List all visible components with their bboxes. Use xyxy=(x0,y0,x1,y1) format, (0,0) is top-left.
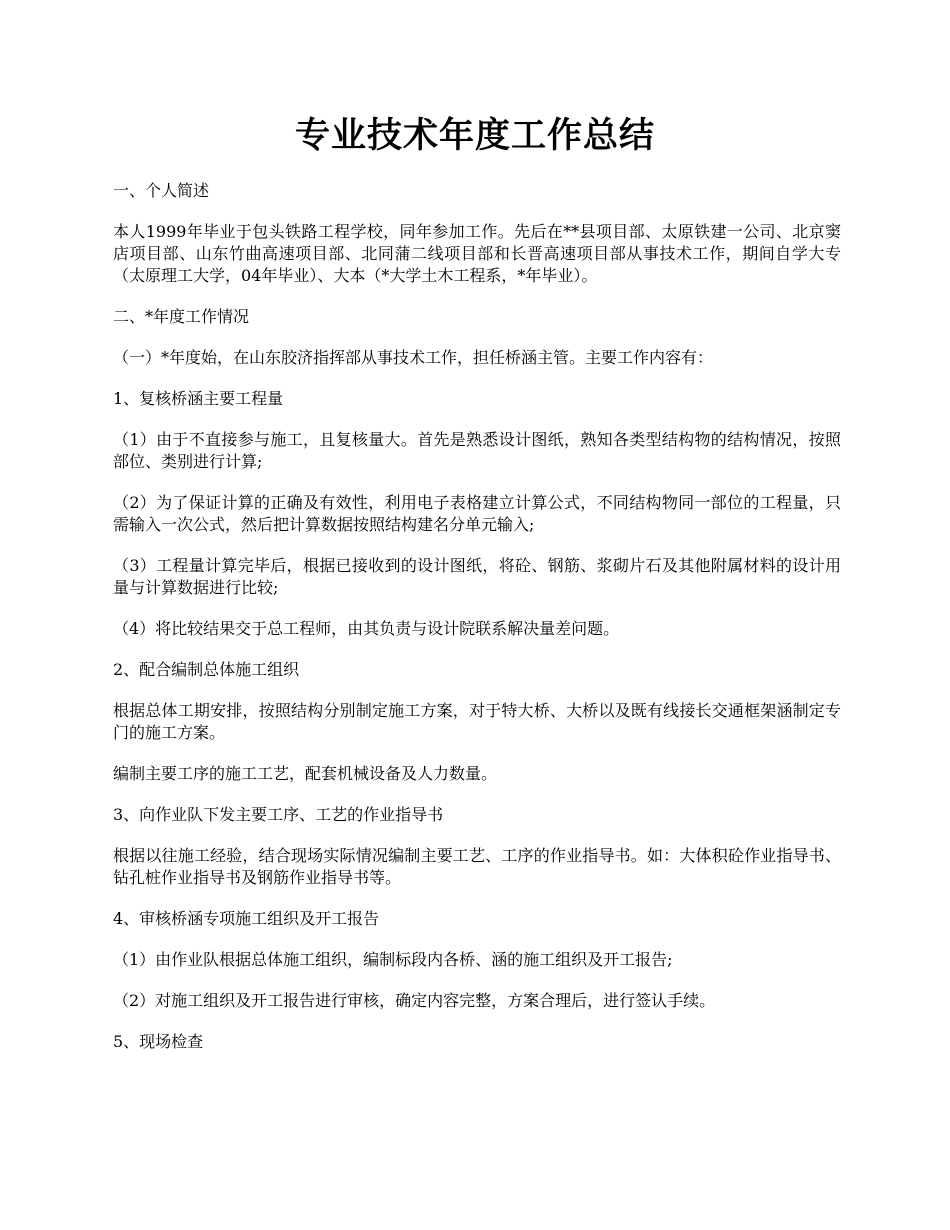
subheading-work-instructions: 3、向作业队下发主要工序、工艺的作业指导书 xyxy=(113,805,444,824)
section-heading-personal: 一、个人简述 xyxy=(113,181,210,200)
list-item: （1）由于不直接参与施工，且复核量大。首先是熟悉设计图纸，熟知各类型结构物的结构情况，按照部位、类别进行计算; xyxy=(113,430,841,471)
paragraph: 根据以往施工经验，结合现场实际情况编制主要工艺、工序的作业指导书。如：大体积砼作业指导书、钻孔桩作业指导书及钢筋作业指导书等。 xyxy=(113,846,841,887)
list-item: （2）为了保证计算的正确及有效性，利用电子表格建立计算公式，不同结构物同一部位的工程量，只需输入一次公式，然后把计算数据按照结构建名分单元输入; xyxy=(113,493,841,534)
list-item: （1）由作业队根据总体施工组织，编制标段内各桥、涵的施工组织及开工报告; xyxy=(113,950,673,969)
list-item: （2）对施工组织及开工报告进行审核，确定内容完整，方案合理后，进行签认手续。 xyxy=(113,991,716,1010)
paragraph: 编制主要工序的施工工艺，配套机械设备及人力数量。 xyxy=(113,764,498,783)
subheading-site-inspection: 5、现场检查 xyxy=(113,1032,204,1051)
subheading-quantity-review: 1、复核桥涵主要工程量 xyxy=(113,389,284,408)
subheading-construction-organization: 2、配合编制总体施工组织 xyxy=(113,660,300,679)
paragraph-annual-intro: （一）*年度始，在山东胶济指挥部从事技术工作，担任桥涵主管。主要工作内容有： xyxy=(113,348,714,367)
subheading-review-reports: 4、审核桥涵专项施工组织及开工报告 xyxy=(113,909,380,928)
list-item: （4）将比较结果交于总工程师，由其负责与设计院联系解决量差问题。 xyxy=(113,619,620,638)
list-item: （3）工程量计算完毕后，根据已接收到的设计图纸，将砼、钢筋、浆砌片石及其他附属材料的设计用量与计算数据进行比较; xyxy=(113,556,841,597)
document-body xyxy=(113,180,841,1072)
section-heading-annual-work: 二、*年度工作情况 xyxy=(113,307,250,326)
paragraph-personal-summary: 本人1999年毕业于包头铁路工程学校，同年参加工作。先后在**县项目部、太原铁建一公司、北京窦店项目部、山东竹曲高速项目部、北同蒲二线项目部和长晋高速项目部从事技术工作，期间自学大专（太原理工大学，04年毕业）、大本（*大学土木工程系，*年毕业）。 xyxy=(113,222,841,285)
document-title: 专业技术年度工作总结 xyxy=(294,115,655,156)
paragraph: 根据总体工期安排，按照结构分别制定施工方案，对于特大桥、大桥以及既有线接长交通框架涵制定专门的施工方案。 xyxy=(113,701,841,742)
